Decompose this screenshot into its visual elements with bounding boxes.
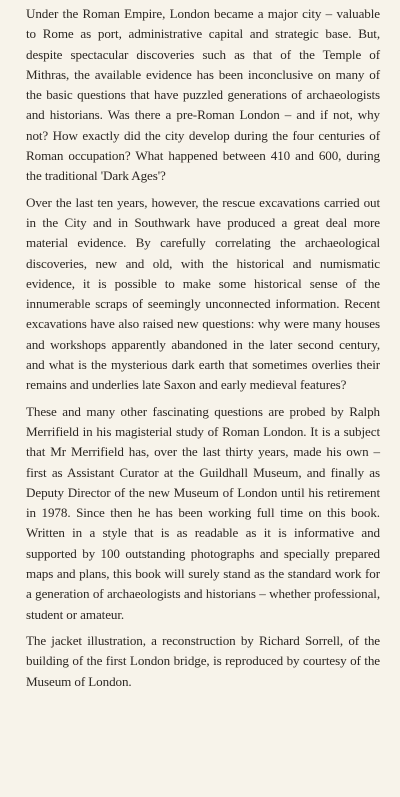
paragraph-rescue-excavations: Over the last ten years, however, the rescue excavations carried out in the City and in Southwark have produced a great deal more material evidence. By carefully correlating the archaeological discoveries, new and old, with the historical and numismatic evidence, it is possible to make some historical sense of the innumerable scraps of seemingly unconnected information. Recent excavations have also raised new questions: why were many houses and workshops apparently abandoned in the later second century, and what is the mysterious dark earth that sometimes overlies their remains and underlies late Saxon and early medieval features? bbox=[26, 194, 380, 393]
paragraph-about-author: These and many other fascinating questions are probed by Ralph Merrifield in his magisterial study of Roman London. It is a subject that Mr Merrifield has, over the last thirty years, made his own – first as Assistant Curator at the Guildhall Museum, and finally as Deputy Director of the new Museum of London until his retirement in 1978. Since then he has been working full time on this book. Written in a style that is as readable as it is informative and supported by 100 outstanding photographs and specially prepared maps and plans, this book will surely stand as the standard work for a generation of archaeologists and historians – whether professional, student or amateur. bbox=[26, 403, 380, 622]
paragraph-roman-london-intro: Under the Roman Empire, London became a major city – valuable to Rome as port, administrative capital and strategic base. But, despite spectacular discoveries such as that of the Temple of Mithras, the available evidence has been inconclusive on many of the basic questions that have puzzled generations of archaeologists and historians. Was there a pre-Roman London – and if not, why not? How exactly did the city develop during the four centuries of Roman occupation? What happened between 410 and 600, during the traditional 'Dark Ages'? bbox=[26, 6, 380, 184]
paragraph-jacket-illustration-credit: The jacket illustration, a reconstruction by Richard Sorrell, of the building of the first London bridge, is reproduced by courtesy of the Museum of London. bbox=[26, 632, 380, 689]
